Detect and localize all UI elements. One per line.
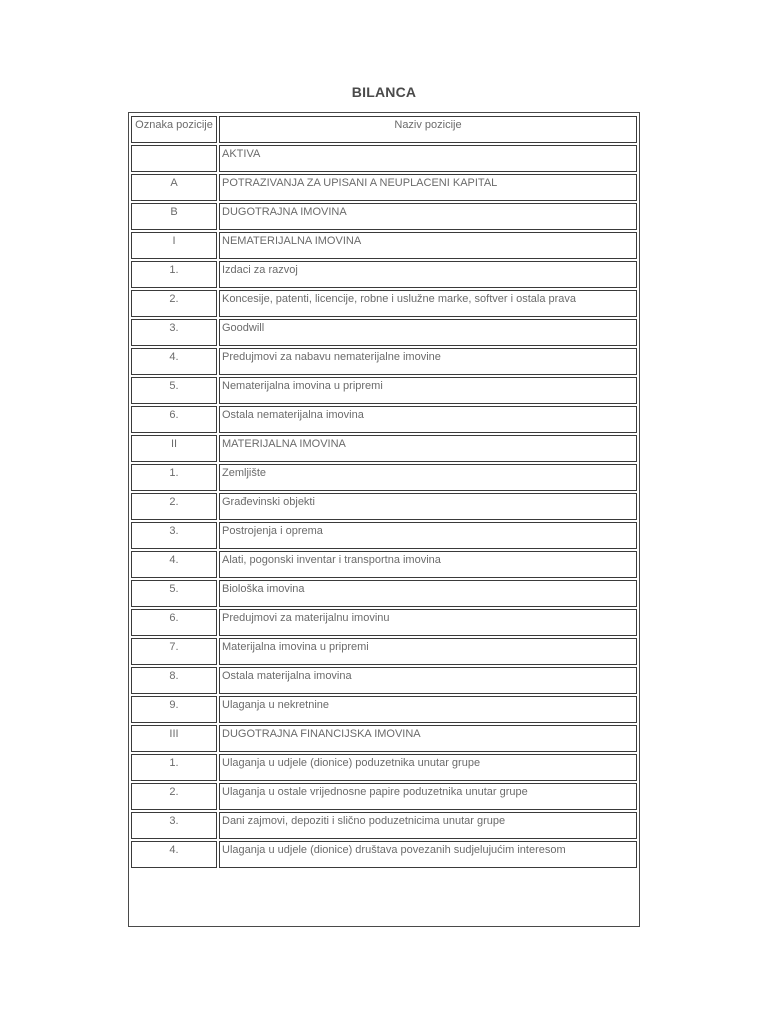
position-name-cell [219,203,637,230]
position-code-cell [131,319,217,346]
position-name: Ulaganja u udjele (dionice) poduzetnika unutar grupe [222,757,481,769]
position-name-cell [219,377,637,404]
position-code-cell [131,522,217,549]
position-code: A [170,177,178,189]
table-row [131,319,637,346]
table-body [131,116,637,868]
position-name: MATERIJALNA IMOVINA [222,438,346,450]
position-name-cell [219,232,637,259]
position-code: III [169,728,179,740]
position-code-cell [131,174,217,201]
page-title: BILANCA [351,84,417,100]
position-code: II [170,438,178,450]
table-row [131,725,637,752]
position-code: 5. [169,583,179,595]
position-code-cell [131,725,217,752]
position-name: Ostala materijalna imovina [222,670,352,682]
position-name-cell [219,725,637,752]
position-code-cell [131,348,217,375]
position-code-cell [131,290,217,317]
header-name-cell [219,116,637,143]
table-row [131,667,637,694]
position-name: Biološka imovina [222,583,305,595]
table-row [131,203,637,230]
table-row [131,522,637,549]
position-code-cell [131,812,217,839]
table-row [131,609,637,636]
position-name: NEMATERIJALNA IMOVINA [222,235,362,247]
position-code: 4. [169,351,179,363]
table-row [131,783,637,810]
position-code: 9. [169,699,179,711]
table-row [131,232,637,259]
position-name-cell [219,406,637,433]
position-code [134,146,214,147]
position-name: Goodwill [222,322,265,334]
position-code: 3. [169,525,179,537]
position-code-cell [131,464,217,491]
table-row [131,145,637,172]
table-row [131,493,637,520]
position-code-cell [131,754,217,781]
position-code: 1. [169,264,179,276]
table-row [131,551,637,578]
position-code-cell [131,580,217,607]
position-code: 5. [169,380,179,392]
position-code: 7. [169,641,179,653]
position-code-cell [131,551,217,578]
position-name: DUGOTRAJNA FINANCIJSKA IMOVINA [222,728,421,740]
position-code: I [172,235,176,247]
position-name: DUGOTRAJNA IMOVINA [222,206,347,218]
position-name: Građevinski objekti [222,496,315,508]
table-row [131,841,637,868]
table-row [131,464,637,491]
position-name: AKTIVA [222,148,261,160]
position-code: 4. [169,554,179,566]
header-code-label: Oznaka pozicije [135,119,213,131]
table-row [131,261,637,288]
position-code: 4. [169,844,179,856]
position-name: Ostala nematerijalna imovina [222,409,364,421]
position-code: 6. [169,409,179,421]
header-code-cell [131,116,217,143]
position-name: Koncesije, patenti, licencije, robne i uslužne marke, softver i ostala prava [222,293,577,305]
table-row [131,754,637,781]
position-code: 3. [169,322,179,334]
position-name: Alati, pogonski inventar i transportna imovina [222,554,441,566]
position-name-cell [219,319,637,346]
table-row [131,580,637,607]
position-code-cell [131,377,217,404]
position-name: Ulaganja u nekretnine [222,699,330,711]
table-row [131,435,637,462]
position-name-cell [219,464,637,491]
table-row [131,348,637,375]
position-name-cell [219,783,637,810]
table-row [131,290,637,317]
position-code: 1. [169,467,179,479]
position-name-cell [219,145,637,172]
header-name-label: Naziv pozicije [394,119,462,131]
position-code-cell [131,203,217,230]
position-name-cell [219,551,637,578]
position-name-cell [219,841,637,868]
position-code-cell [131,696,217,723]
table-header-row [131,116,637,143]
position-name: Dani zajmovi, depoziti i slično poduzetnicima unutar grupe [222,815,506,827]
position-name-cell [219,580,637,607]
position-code-cell [131,232,217,259]
position-code-cell [131,638,217,665]
position-code: 2. [169,293,179,305]
position-name-cell [219,522,637,549]
position-name: Predujmovi za materijalnu imovinu [222,612,390,624]
position-code-cell [131,406,217,433]
position-code: 8. [169,670,179,682]
position-name-cell [219,348,637,375]
position-code-cell [131,609,217,636]
position-name-cell [219,609,637,636]
position-code: 2. [169,496,179,508]
balance-sheet-table [129,114,639,870]
position-name-cell [219,435,637,462]
position-name: Materijalna imovina u pripremi [222,641,369,653]
position-name: POTRAZIVANJA ZA UPISANI A NEUPLACENI KAPITAL [222,177,498,189]
position-name-cell [219,812,637,839]
position-name-cell [219,754,637,781]
position-code: 1. [169,757,179,769]
position-code-cell [131,261,217,288]
position-name: Izdaci za razvoj [222,264,298,276]
position-code-cell [131,493,217,520]
position-name: Ulaganja u ostale vrijednosne papire poduzetnika unutar grupe [222,786,528,798]
position-name-cell [219,667,637,694]
position-name: Predujmovi za nabavu nematerijalne imovine [222,351,441,363]
table-row [131,406,637,433]
table-row [131,174,637,201]
position-code: 6. [169,612,179,624]
position-name-cell [219,261,637,288]
position-name: Ulaganja u udjele (dionice) društava povezanih sudjelujućim interesom [222,844,566,856]
position-code-cell [131,841,217,868]
table-row [131,638,637,665]
position-name: Zemljište [222,467,267,479]
position-name: Postrojenja i oprema [222,525,323,537]
position-name-cell [219,638,637,665]
position-name: Nematerijalna imovina u pripremi [222,380,383,392]
position-code: B [170,206,178,218]
position-code-cell [131,435,217,462]
table-row [131,812,637,839]
position-code: 2. [169,786,179,798]
position-code-cell [131,783,217,810]
table-row [131,696,637,723]
table-row [131,377,637,404]
position-code-cell [131,145,217,172]
position-name-cell [219,493,637,520]
position-code-cell [131,667,217,694]
position-name-cell [219,696,637,723]
position-name-cell [219,290,637,317]
position-code: 3. [169,815,179,827]
position-name-cell [219,174,637,201]
